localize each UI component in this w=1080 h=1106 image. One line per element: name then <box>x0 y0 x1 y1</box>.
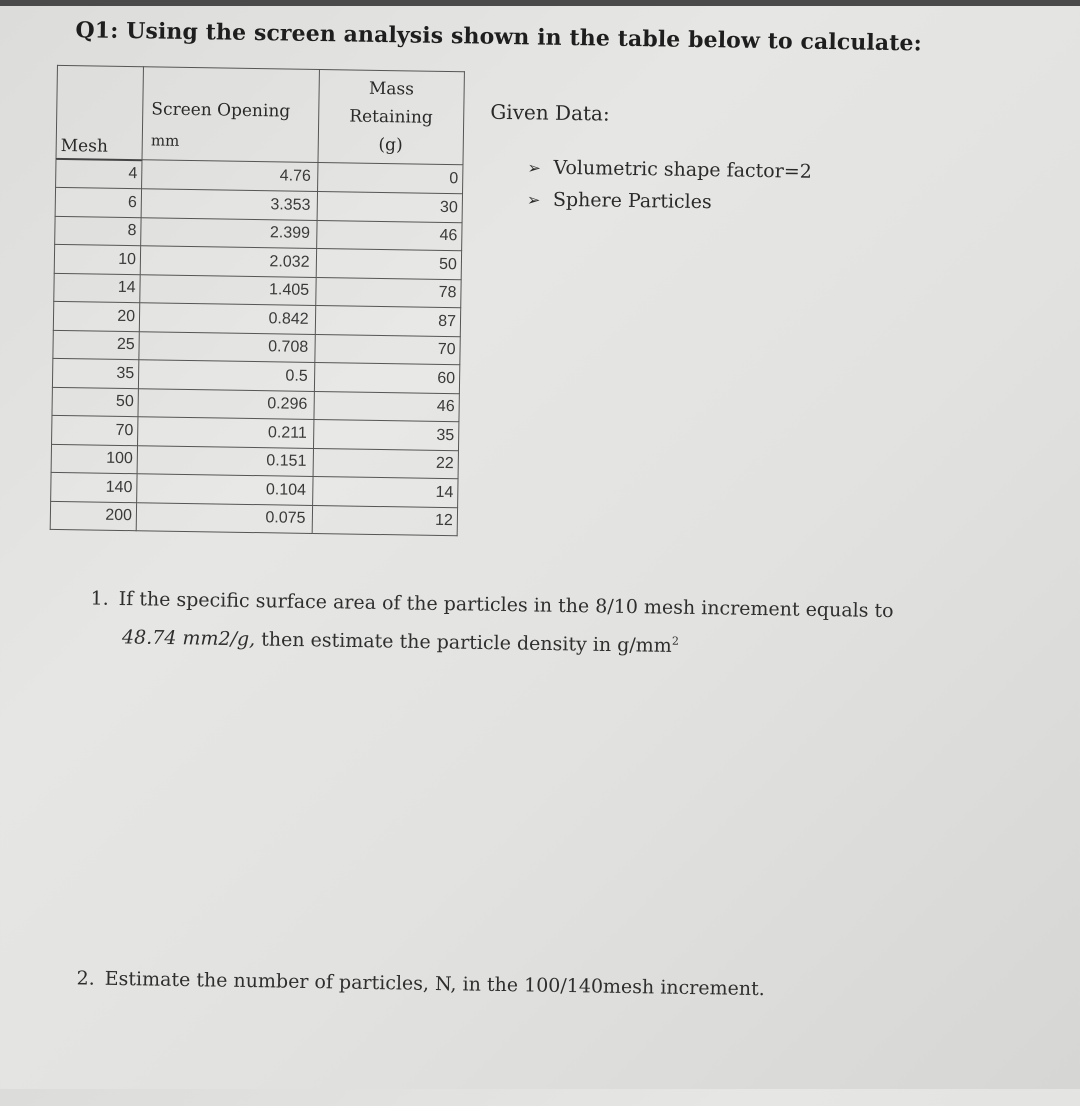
cell-mass-retaining: 22 <box>313 448 459 479</box>
screen-analysis-table <box>50 65 465 536</box>
cell-mass-retaining: 70 <box>314 334 460 365</box>
question-1-text-rest: then estimate the particle density in g/mm <box>261 628 672 657</box>
cell-screen-opening: 0.151 <box>137 445 313 476</box>
cell-mesh: 4 <box>56 158 143 188</box>
cell-screen-opening: 0.296 <box>138 388 314 419</box>
cell-screen-opening: 0.104 <box>137 474 313 505</box>
cell-mass-retaining: 78 <box>315 277 461 308</box>
cell-mass-retaining: 12 <box>312 505 458 536</box>
question-1-superscript: 2 <box>671 634 679 648</box>
question-2 <box>76 967 764 1000</box>
header-mass-retaining <box>318 70 465 165</box>
given-data-text: Sphere Particles <box>552 188 712 214</box>
cell-mass-retaining: 14 <box>312 476 458 507</box>
header-mass-label-1: Mass <box>368 78 415 100</box>
cell-screen-opening: 3.353 <box>141 189 317 220</box>
cell-mesh: 8 <box>55 216 142 246</box>
cell-screen-opening: 2.399 <box>141 217 317 248</box>
cell-mass-retaining: 46 <box>314 391 460 422</box>
cell-mesh: 200 <box>50 501 137 531</box>
question-2-text: Estimate the number of particles, N, in the 100/140mesh increment. <box>104 967 765 1001</box>
arrow-bullet-icon: ➢ <box>527 158 541 178</box>
header-opening-label: Screen Opening <box>151 99 291 122</box>
cell-screen-opening: 0.708 <box>139 331 315 362</box>
header-mesh-label: Mesh <box>60 135 109 157</box>
cell-mesh: 35 <box>52 358 139 388</box>
table-header-row <box>56 65 464 164</box>
arrow-bullet-icon: ➢ <box>526 190 541 210</box>
cell-mesh: 140 <box>51 472 138 502</box>
cell-mesh: 20 <box>53 301 140 331</box>
cell-screen-opening: 0.842 <box>139 303 315 334</box>
header-mesh <box>56 65 144 159</box>
question-1-value: 48.74 mm2/g, <box>121 626 256 651</box>
table-row <box>50 501 457 536</box>
cell-mesh: 25 <box>53 330 140 360</box>
header-mass-unit: (g) <box>378 134 403 156</box>
question-title: Q1: Using the screen analysis shown in the table below to calculate: <box>75 17 923 57</box>
cell-screen-opening: 0.211 <box>138 417 314 448</box>
cell-screen-opening: 1.405 <box>140 274 316 305</box>
cell-screen-opening: 0.075 <box>136 502 312 533</box>
question-2-number: 2. <box>76 967 95 990</box>
cell-mesh: 14 <box>54 273 141 303</box>
cell-mesh: 70 <box>52 415 139 445</box>
given-data-title: Given Data: <box>490 99 610 126</box>
cell-mesh: 6 <box>55 187 142 217</box>
question-1-line-2 <box>122 626 679 657</box>
header-opening-unit: mm <box>150 131 180 150</box>
cell-mesh: 100 <box>51 444 138 474</box>
given-data-text: Volumetric shape factor=2 <box>553 156 812 183</box>
cell-mass-retaining: 0 <box>317 163 463 194</box>
cell-screen-opening: 2.032 <box>140 246 316 277</box>
question-1-line-1 <box>90 587 893 622</box>
question-1-number: 1. <box>90 587 109 610</box>
cell-mass-retaining: 30 <box>317 192 463 223</box>
header-screen-opening <box>142 67 319 163</box>
cell-mass-retaining: 50 <box>316 248 462 279</box>
cell-mass-retaining: 35 <box>313 419 459 450</box>
cell-mesh: 10 <box>54 244 141 274</box>
given-data-list <box>527 156 812 224</box>
given-data-item <box>527 188 812 224</box>
cell-screen-opening: 0.5 <box>138 360 314 391</box>
question-1-text: If the specific surface area of the particles in the 8/10 mesh increment equals to <box>118 587 894 623</box>
table-body <box>50 158 463 535</box>
header-mass-label-2: Retaining <box>349 106 433 128</box>
cell-mesh: 50 <box>52 387 139 417</box>
cell-mass-retaining: 87 <box>315 305 461 336</box>
cell-mass-retaining: 46 <box>316 220 462 251</box>
cell-mass-retaining: 60 <box>314 362 460 393</box>
given-data-item <box>527 156 812 192</box>
cell-screen-opening: 4.76 <box>142 160 318 192</box>
